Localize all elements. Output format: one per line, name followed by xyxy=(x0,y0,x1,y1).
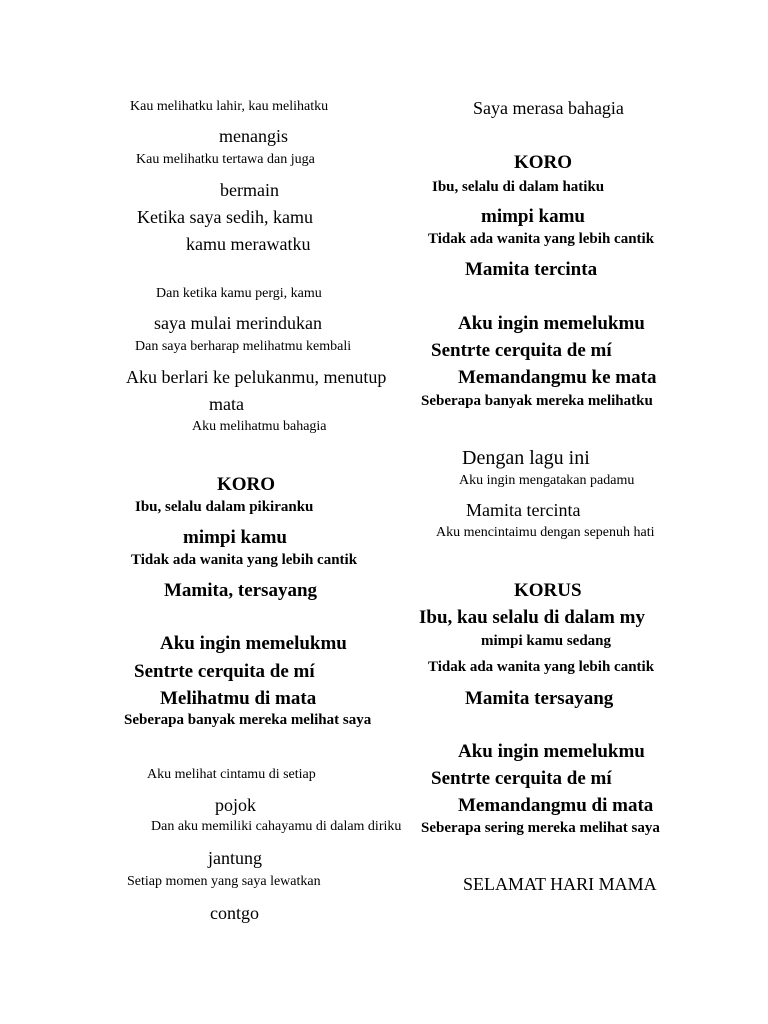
lyric-line: Kau melihatku lahir, kau melihatku xyxy=(130,99,329,114)
lyric-line: Ibu, kau selalu di dalam my xyxy=(419,607,645,628)
lyric-line: mimpi kamu xyxy=(183,527,287,548)
lyric-line: Mamita tersayang xyxy=(465,688,614,709)
lyric-line: Aku berlari ke pelukanmu, menutup xyxy=(126,367,387,387)
lyric-line: mimpi kamu xyxy=(481,206,585,227)
lyric-line: Seberapa banyak mereka melihatku xyxy=(421,393,653,409)
lyric-line: saya mulai merindukan xyxy=(154,313,322,333)
lyric-line: Seberapa banyak mereka melihat saya xyxy=(124,712,372,728)
lyric-line: pojok xyxy=(215,795,257,815)
lyric-line: mimpi kamu sedang xyxy=(481,633,612,649)
chorus-heading: KORO xyxy=(217,474,276,495)
lyric-line: Ketika saya sedih, kamu xyxy=(137,207,313,227)
lyric-line: bermain xyxy=(220,180,279,200)
lyric-line: Tidak ada wanita yang lebih cantik xyxy=(428,231,655,247)
chorus-heading: KORUS xyxy=(514,580,582,601)
lyric-line: Saya merasa bahagia xyxy=(473,98,624,118)
lyric-line: Sentrte cerquita de mí xyxy=(431,768,612,789)
lyric-line: Dengan lagu ini xyxy=(462,447,590,469)
lyric-line: Memandangmu ke mata xyxy=(458,367,657,388)
lyric-line: Aku ingin mengatakan padamu xyxy=(459,473,635,488)
lyric-line: Mamita, tersayang xyxy=(164,580,318,601)
lyric-line: Ibu, selalu di dalam hatiku xyxy=(432,179,605,195)
lyric-line: Dan aku memiliki cahayamu di dalam diriku xyxy=(151,819,402,834)
lyric-line: Seberapa sering mereka melihat saya xyxy=(421,820,660,836)
lyric-line: Dan ketika kamu pergi, kamu xyxy=(156,286,322,301)
closing-line: SELAMAT HARI MAMA xyxy=(463,874,657,894)
lyric-line: kamu merawatku xyxy=(186,234,311,254)
lyric-line: Aku melihatmu bahagia xyxy=(192,419,327,434)
lyric-line: Aku ingin memelukmu xyxy=(160,633,347,654)
lyric-line: mata xyxy=(209,394,244,414)
chorus-heading: KORO xyxy=(514,152,573,173)
lyric-line: Sentrte cerquita de mí xyxy=(431,340,612,361)
lyric-line: Setiap momen yang saya lewatkan xyxy=(127,874,321,889)
lyric-line: jantung xyxy=(208,848,262,868)
lyric-line: Mamita tercinta xyxy=(466,500,581,520)
lyric-line: Ibu, selalu dalam pikiranku xyxy=(135,499,314,515)
lyric-line: Kau melihatku tertawa dan juga xyxy=(136,152,315,167)
lyric-line: contgo xyxy=(210,903,259,923)
lyric-line: Sentrte cerquita de mí xyxy=(134,661,315,682)
lyric-line: Melihatmu di mata xyxy=(160,688,317,709)
lyric-line: Tidak ada wanita yang lebih cantik xyxy=(428,659,655,675)
lyric-line: Aku ingin memelukmu xyxy=(458,741,645,762)
lyric-line: Aku mencintaimu dengan sepenuh hati xyxy=(436,525,655,540)
lyric-line: Memandangmu di mata xyxy=(458,795,654,816)
lyric-line: Tidak ada wanita yang lebih cantik xyxy=(131,552,358,568)
lyric-line: Aku ingin memelukmu xyxy=(458,313,645,334)
lyric-line: Mamita tercinta xyxy=(465,259,598,280)
lyric-line: menangis xyxy=(219,126,288,146)
lyric-line: Dan saya berharap melihatmu kembali xyxy=(135,339,352,354)
lyric-line: Aku melihat cintamu di setiap xyxy=(147,767,316,782)
